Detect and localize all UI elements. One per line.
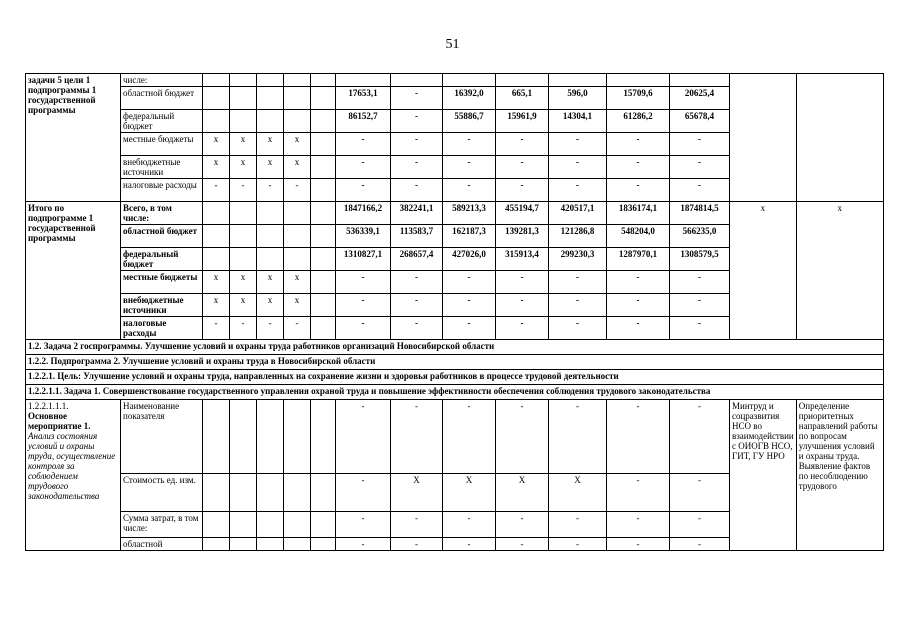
value-cell: - <box>607 179 670 202</box>
value-cell: 1287970,1 <box>607 248 670 271</box>
empty-cell <box>311 87 336 110</box>
value-cell: 566235,0 <box>670 225 730 248</box>
mark-cell: - <box>203 179 230 202</box>
value-cell: 420517,1 <box>549 202 607 225</box>
empty-cell <box>311 110 336 133</box>
indicator-label: областной <box>121 538 203 551</box>
empty-cell <box>203 512 230 538</box>
value-cell: - <box>549 133 607 156</box>
value-cell: - <box>496 271 549 294</box>
mark-cell <box>203 110 230 133</box>
mark-cell <box>203 87 230 110</box>
value-cell: - <box>496 294 549 317</box>
mark-cell <box>257 110 284 133</box>
mark-cell: - <box>257 179 284 202</box>
value-cell: - <box>391 271 443 294</box>
value-cell: - <box>549 538 607 551</box>
value-cell: 55886,7 <box>443 110 496 133</box>
value-cell: 382241,1 <box>391 202 443 225</box>
value-cell: - <box>336 271 391 294</box>
empty-cell <box>311 317 336 340</box>
value-cell: - <box>549 179 607 202</box>
page-number: 51 <box>445 37 460 52</box>
empty-cell <box>311 474 336 512</box>
source-label: местные бюджеты <box>121 271 203 294</box>
mark-cell <box>284 248 311 271</box>
value-cell: - <box>443 179 496 202</box>
empty-cell <box>257 400 284 474</box>
value-cell: 20625,4 <box>670 87 730 110</box>
empty-cell <box>284 474 311 512</box>
value-cell: 536339,1 <box>336 225 391 248</box>
empty-cell <box>203 474 230 512</box>
empty-cell <box>311 74 336 87</box>
value-cell: 315913,4 <box>496 248 549 271</box>
section-header-row <box>26 385 884 400</box>
empty-cell <box>311 179 336 202</box>
value-cell: 16392,0 <box>443 87 496 110</box>
value-cell: - <box>496 133 549 156</box>
empty-cell <box>284 512 311 538</box>
value-cell: - <box>336 156 391 179</box>
section-header: 1.2.2.1. Цель: Улучшение условий и охраны труда, направленных на сохранение жизни и здоровья работников в процессе трудовой деятельности <box>26 370 884 385</box>
value-cell: - <box>549 317 607 340</box>
section-header: 1.2. Задача 2 госпрограммы. Улучшение условий и охраны труда работников организаций Новосибирской области <box>26 340 884 355</box>
value-cell: 268657,4 <box>391 248 443 271</box>
value-cell: - <box>336 179 391 202</box>
value-cell: - <box>607 317 670 340</box>
empty-cell <box>311 294 336 317</box>
result-cell: Определение приоритетных направлений работы по вопросам улучшения условий и охраны труда. Выявление фактов по несоблюдению трудового <box>796 400 883 551</box>
section-header-row <box>26 340 884 355</box>
empty-cell <box>284 538 311 551</box>
source-label: областной бюджет <box>121 225 203 248</box>
value-cell: - <box>443 294 496 317</box>
mark-cell <box>203 248 230 271</box>
value-cell: - <box>670 133 730 156</box>
activity-title: Основное мероприятие 1. <box>28 411 91 431</box>
value-cell: 589213,3 <box>443 202 496 225</box>
value-cell <box>496 74 549 87</box>
value-cell: 121286,8 <box>549 225 607 248</box>
result-cell: x <box>796 202 883 340</box>
activity-code: 1.2.2.1.1.1. <box>28 401 69 411</box>
mark-cell: x <box>203 156 230 179</box>
value-cell: - <box>670 512 730 538</box>
value-cell: - <box>670 156 730 179</box>
mark-cell <box>284 87 311 110</box>
value-cell: - <box>670 179 730 202</box>
empty-cell <box>311 538 336 551</box>
section-header-row <box>26 355 884 370</box>
mark-cell: x <box>230 271 257 294</box>
value-cell: - <box>336 133 391 156</box>
mark-cell <box>230 248 257 271</box>
value-cell: - <box>391 179 443 202</box>
mark-cell <box>284 74 311 87</box>
value-cell: X <box>549 474 607 512</box>
mark-cell <box>257 248 284 271</box>
empty-cell <box>257 538 284 551</box>
empty-cell <box>311 400 336 474</box>
value-cell: - <box>607 538 670 551</box>
value-cell: - <box>549 400 607 474</box>
value-cell: - <box>336 317 391 340</box>
value-cell <box>391 74 443 87</box>
value-cell <box>443 74 496 87</box>
value-cell: 65678,4 <box>670 110 730 133</box>
source-label: Всего, в том числе: <box>121 202 203 225</box>
mark-cell: x <box>203 294 230 317</box>
value-cell: - <box>443 538 496 551</box>
mark-cell: x <box>284 294 311 317</box>
program-label: Итого по подпрограмме 1 государственной программы <box>26 202 121 340</box>
empty-cell <box>230 512 257 538</box>
value-cell: - <box>607 400 670 474</box>
empty-cell <box>257 474 284 512</box>
mark-cell: x <box>284 271 311 294</box>
value-cell: - <box>443 156 496 179</box>
value-cell: 427026,0 <box>443 248 496 271</box>
empty-cell <box>230 400 257 474</box>
indicator-label: Стоимость ед. изм. <box>121 474 203 512</box>
mark-cell <box>230 202 257 225</box>
value-cell: - <box>391 87 443 110</box>
value-cell: 61286,2 <box>607 110 670 133</box>
empty-cell <box>311 156 336 179</box>
value-cell: - <box>391 400 443 474</box>
value-cell: 596,0 <box>549 87 607 110</box>
value-cell: - <box>336 474 391 512</box>
value-cell: - <box>443 400 496 474</box>
value-cell: - <box>443 271 496 294</box>
mark-cell: x <box>203 271 230 294</box>
empty-cell <box>284 400 311 474</box>
mark-cell: x <box>257 294 284 317</box>
value-cell: - <box>607 271 670 294</box>
value-cell: X <box>443 474 496 512</box>
source-label: федеральный бюджет <box>121 110 203 133</box>
value-cell: 1836174,1 <box>607 202 670 225</box>
value-cell: 299230,3 <box>549 248 607 271</box>
mark-cell <box>230 225 257 248</box>
value-cell: - <box>496 179 549 202</box>
activity-cell <box>26 400 121 551</box>
value-cell: - <box>336 400 391 474</box>
executor-cell: x <box>730 202 797 340</box>
mark-cell: - <box>230 179 257 202</box>
source-label: федеральный бюджет <box>121 248 203 271</box>
value-cell: X <box>496 474 549 512</box>
value-cell: - <box>336 294 391 317</box>
value-cell: - <box>391 538 443 551</box>
mark-cell <box>203 202 230 225</box>
mark-cell: x <box>284 156 311 179</box>
value-cell: - <box>391 294 443 317</box>
empty-cell <box>311 512 336 538</box>
mark-cell <box>284 110 311 133</box>
empty-cell <box>311 248 336 271</box>
indicator-label: Сумма затрат, в том числе: <box>121 512 203 538</box>
value-cell: 1308579,5 <box>670 248 730 271</box>
value-cell <box>549 74 607 87</box>
value-cell: X <box>391 474 443 512</box>
value-cell: 1310827,1 <box>336 248 391 271</box>
value-cell: - <box>607 133 670 156</box>
source-label: областной бюджет <box>121 87 203 110</box>
budget-table <box>25 73 884 551</box>
source-label: внебюджетные источники <box>121 294 203 317</box>
value-cell: 548204,0 <box>607 225 670 248</box>
value-cell: - <box>607 156 670 179</box>
program-label: задачи 5 цели 1 подпрограммы 1 государственной программы <box>26 74 121 202</box>
value-cell: - <box>607 294 670 317</box>
empty-cell <box>203 400 230 474</box>
empty-cell <box>203 538 230 551</box>
mark-cell <box>284 202 311 225</box>
value-cell <box>336 74 391 87</box>
mark-cell: - <box>230 317 257 340</box>
source-label: числе: <box>121 74 203 87</box>
value-cell: - <box>670 400 730 474</box>
mark-cell: - <box>284 317 311 340</box>
mark-cell <box>230 110 257 133</box>
value-cell: - <box>496 538 549 551</box>
value-cell <box>670 74 730 87</box>
value-cell: 17653,1 <box>336 87 391 110</box>
source-label: налоговые расходы <box>121 317 203 340</box>
section-header: 1.2.2. Подпрограмма 2. Улучшение условий и охраны труда в Новосибирской области <box>26 355 884 370</box>
value-cell: - <box>549 294 607 317</box>
value-cell: - <box>443 512 496 538</box>
mark-cell: - <box>203 317 230 340</box>
value-cell: - <box>549 271 607 294</box>
mark-cell <box>257 87 284 110</box>
value-cell: 86152,7 <box>336 110 391 133</box>
value-cell: - <box>549 512 607 538</box>
executor-cell <box>730 74 797 202</box>
value-cell: 455194,7 <box>496 202 549 225</box>
source-label: внебюджетные источники <box>121 156 203 179</box>
empty-cell <box>311 225 336 248</box>
empty-cell <box>311 202 336 225</box>
mark-cell: x <box>203 133 230 156</box>
value-cell: 113583,7 <box>391 225 443 248</box>
executor-cell: Минтруд и соцразвития НСО во взаимодействии с ОИОГВ НСО, ГИТ, ГУ НРО <box>730 400 797 551</box>
mark-cell: x <box>230 133 257 156</box>
mark-cell <box>257 225 284 248</box>
value-cell: - <box>391 156 443 179</box>
empty-cell <box>230 538 257 551</box>
value-cell <box>607 74 670 87</box>
source-label: налоговые расходы <box>121 179 203 202</box>
empty-cell <box>230 474 257 512</box>
section-header-row <box>26 370 884 385</box>
value-cell: - <box>607 474 670 512</box>
mark-cell: - <box>257 317 284 340</box>
value-cell: 162187,3 <box>443 225 496 248</box>
value-cell: 14304,1 <box>549 110 607 133</box>
value-cell: 1847166,2 <box>336 202 391 225</box>
value-cell: - <box>670 271 730 294</box>
value-cell: 139281,3 <box>496 225 549 248</box>
value-cell: - <box>549 156 607 179</box>
mark-cell: x <box>257 271 284 294</box>
empty-cell <box>311 271 336 294</box>
mark-cell: x <box>230 294 257 317</box>
table-row <box>26 400 884 474</box>
value-cell: - <box>391 110 443 133</box>
value-cell: - <box>391 512 443 538</box>
table-row <box>26 202 884 225</box>
source-label: местные бюджеты <box>121 133 203 156</box>
mark-cell <box>203 74 230 87</box>
mark-cell: x <box>257 133 284 156</box>
empty-cell <box>257 512 284 538</box>
mark-cell <box>230 87 257 110</box>
value-cell: 15961,9 <box>496 110 549 133</box>
value-cell: - <box>496 317 549 340</box>
value-cell: - <box>391 317 443 340</box>
value-cell: - <box>336 538 391 551</box>
value-cell: 665,1 <box>496 87 549 110</box>
value-cell: 15709,6 <box>607 87 670 110</box>
indicator-label: Наименование показателя <box>121 400 203 474</box>
value-cell: - <box>443 317 496 340</box>
value-cell: - <box>496 400 549 474</box>
mark-cell: x <box>257 156 284 179</box>
mark-cell <box>203 225 230 248</box>
empty-cell <box>311 133 336 156</box>
mark-cell <box>257 202 284 225</box>
value-cell: - <box>670 538 730 551</box>
value-cell: - <box>670 317 730 340</box>
value-cell: - <box>496 512 549 538</box>
value-cell: 1874814,5 <box>670 202 730 225</box>
mark-cell <box>257 74 284 87</box>
result-cell <box>796 74 883 202</box>
activity-description: Анализ состояния условий и охраны труда, осуществление контроля за соблюдением трудового законодательства <box>28 431 116 501</box>
mark-cell: x <box>284 133 311 156</box>
section-header: 1.2.2.1.1. Задача 1. Совершенствование государственного управления охраной труда и повышение эффективности обеспечения соблюдения трудового законодательства <box>26 385 884 400</box>
value-cell: - <box>496 156 549 179</box>
value-cell: - <box>670 474 730 512</box>
value-cell: - <box>336 512 391 538</box>
table-row <box>26 74 884 87</box>
value-cell: - <box>391 133 443 156</box>
mark-cell <box>284 225 311 248</box>
mark-cell: x <box>230 156 257 179</box>
value-cell: - <box>443 133 496 156</box>
value-cell: - <box>607 512 670 538</box>
value-cell: - <box>670 294 730 317</box>
mark-cell: - <box>284 179 311 202</box>
mark-cell <box>230 74 257 87</box>
